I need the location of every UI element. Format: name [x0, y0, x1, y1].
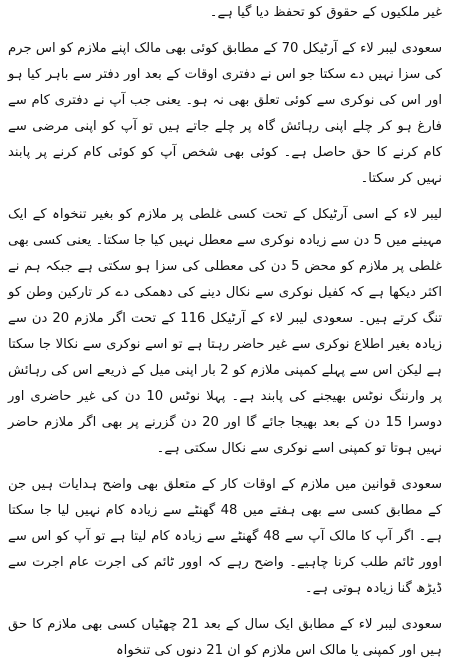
paragraph-2: سعودی لیبر لاء کے آرٹیکل 70 کے مطابق کوئی بھی مالک اپنے ملازم کو اس جرم کی سزا نہیں دے سکتا جو اس نے دفتری اوقات کے بعد اور دفتر سے باہر کیا ہو اور اس کی نوکری سے کوئی تعلق بھی نہ ہو۔ یعنی جب آپ نے دفتری کام سے فارغ ہو کر چلے اپنی رہائش گاہ پر چلے جاتے ہیں تو آپ کو اپنی مرضی سے کام کرنے کا حق حاصل ہے۔ کوئی بھی شخص آپ کو کوئی کام کرنے پر پابند نہیں کر سکتا۔: [8, 41, 443, 186]
paragraph-5: سعودی لیبر لاء کے مطابق ایک سال کے بعد 21 چھٹیاں کسی بھی ملازم کا حق ہیں اور کمپنی یا مالک اس ملازم کو ان 21 دنوں کی تنخواہ: [8, 617, 442, 658]
paragraph-4: سعودی قوانین میں ملازم کے اوقات کار کے متعلق بھی واضح ہدایات ہیں جن کے مطابق کسی سے بھی ہفتے میں 48 گھنٹے سے زیادہ کام نہیں لیا جا سکتا ہے۔ اگر آپ کا مالک آپ سے 48 گھنٹے سے زیادہ کام لیتا ہے تو آپ کو اس سے اوور ٹائم طلب کرنا چاہیے۔ واضح رہے کہ اوور ٹائم کی اجرت عام اجرت سے ڈیڑھ گنا زیادہ ہوتی ہے۔: [8, 477, 443, 596]
paragraph-1: غیر ملکیوں کے حقوق کو تحفظ دیا گیا ہے۔: [209, 5, 442, 20]
paragraph-3: لیبر لاء کے اسی آرٹیکل کے تحت کسی غلطی پر ملازم کو بغیر تنخواہ کے ایک مہینے میں 5 دن سے زیادہ نوکری سے معطل نہیں کیا جا سکتا۔ یعنی کسی بھی غلطی پر ملازم کو محض 5 دن کی معطلی کی سزا ہو سکتی ہے جبکہ ہم نے اکثر دیکھا ہے کہ کفیل نوکری سے نکال دینے کی دھمکی دے کر تارکین وطن کو تنگ کرتے ہیں۔ سعودی لیبر لاء کے آرٹیکل 116 کے تحت اگر ملازم 20 دن سے زیادہ بغیر اطلاع نوکری سے غیر حاضر رہتا ہے تو اسے نوکری سے نکالا جا سکتا ہے لیکن اس سے پہلے کمپنی ملازم کو 2 بار اپنی میل کے ذریعے اس کی رہائش پر وارننگ نوٹس بھیجنے کی پابند ہے۔ پہلا نوٹس 10 دن کی غیر حاضری اور دوسرا 15 دن کے بعد بھیجا جائے گا اور 20 دن گزرنے پر بھی اگر ملازم حاضر نہیں ہوتا تو کمپنی اسے نوکری سے نکال سکتی ہے۔: [8, 207, 443, 456]
